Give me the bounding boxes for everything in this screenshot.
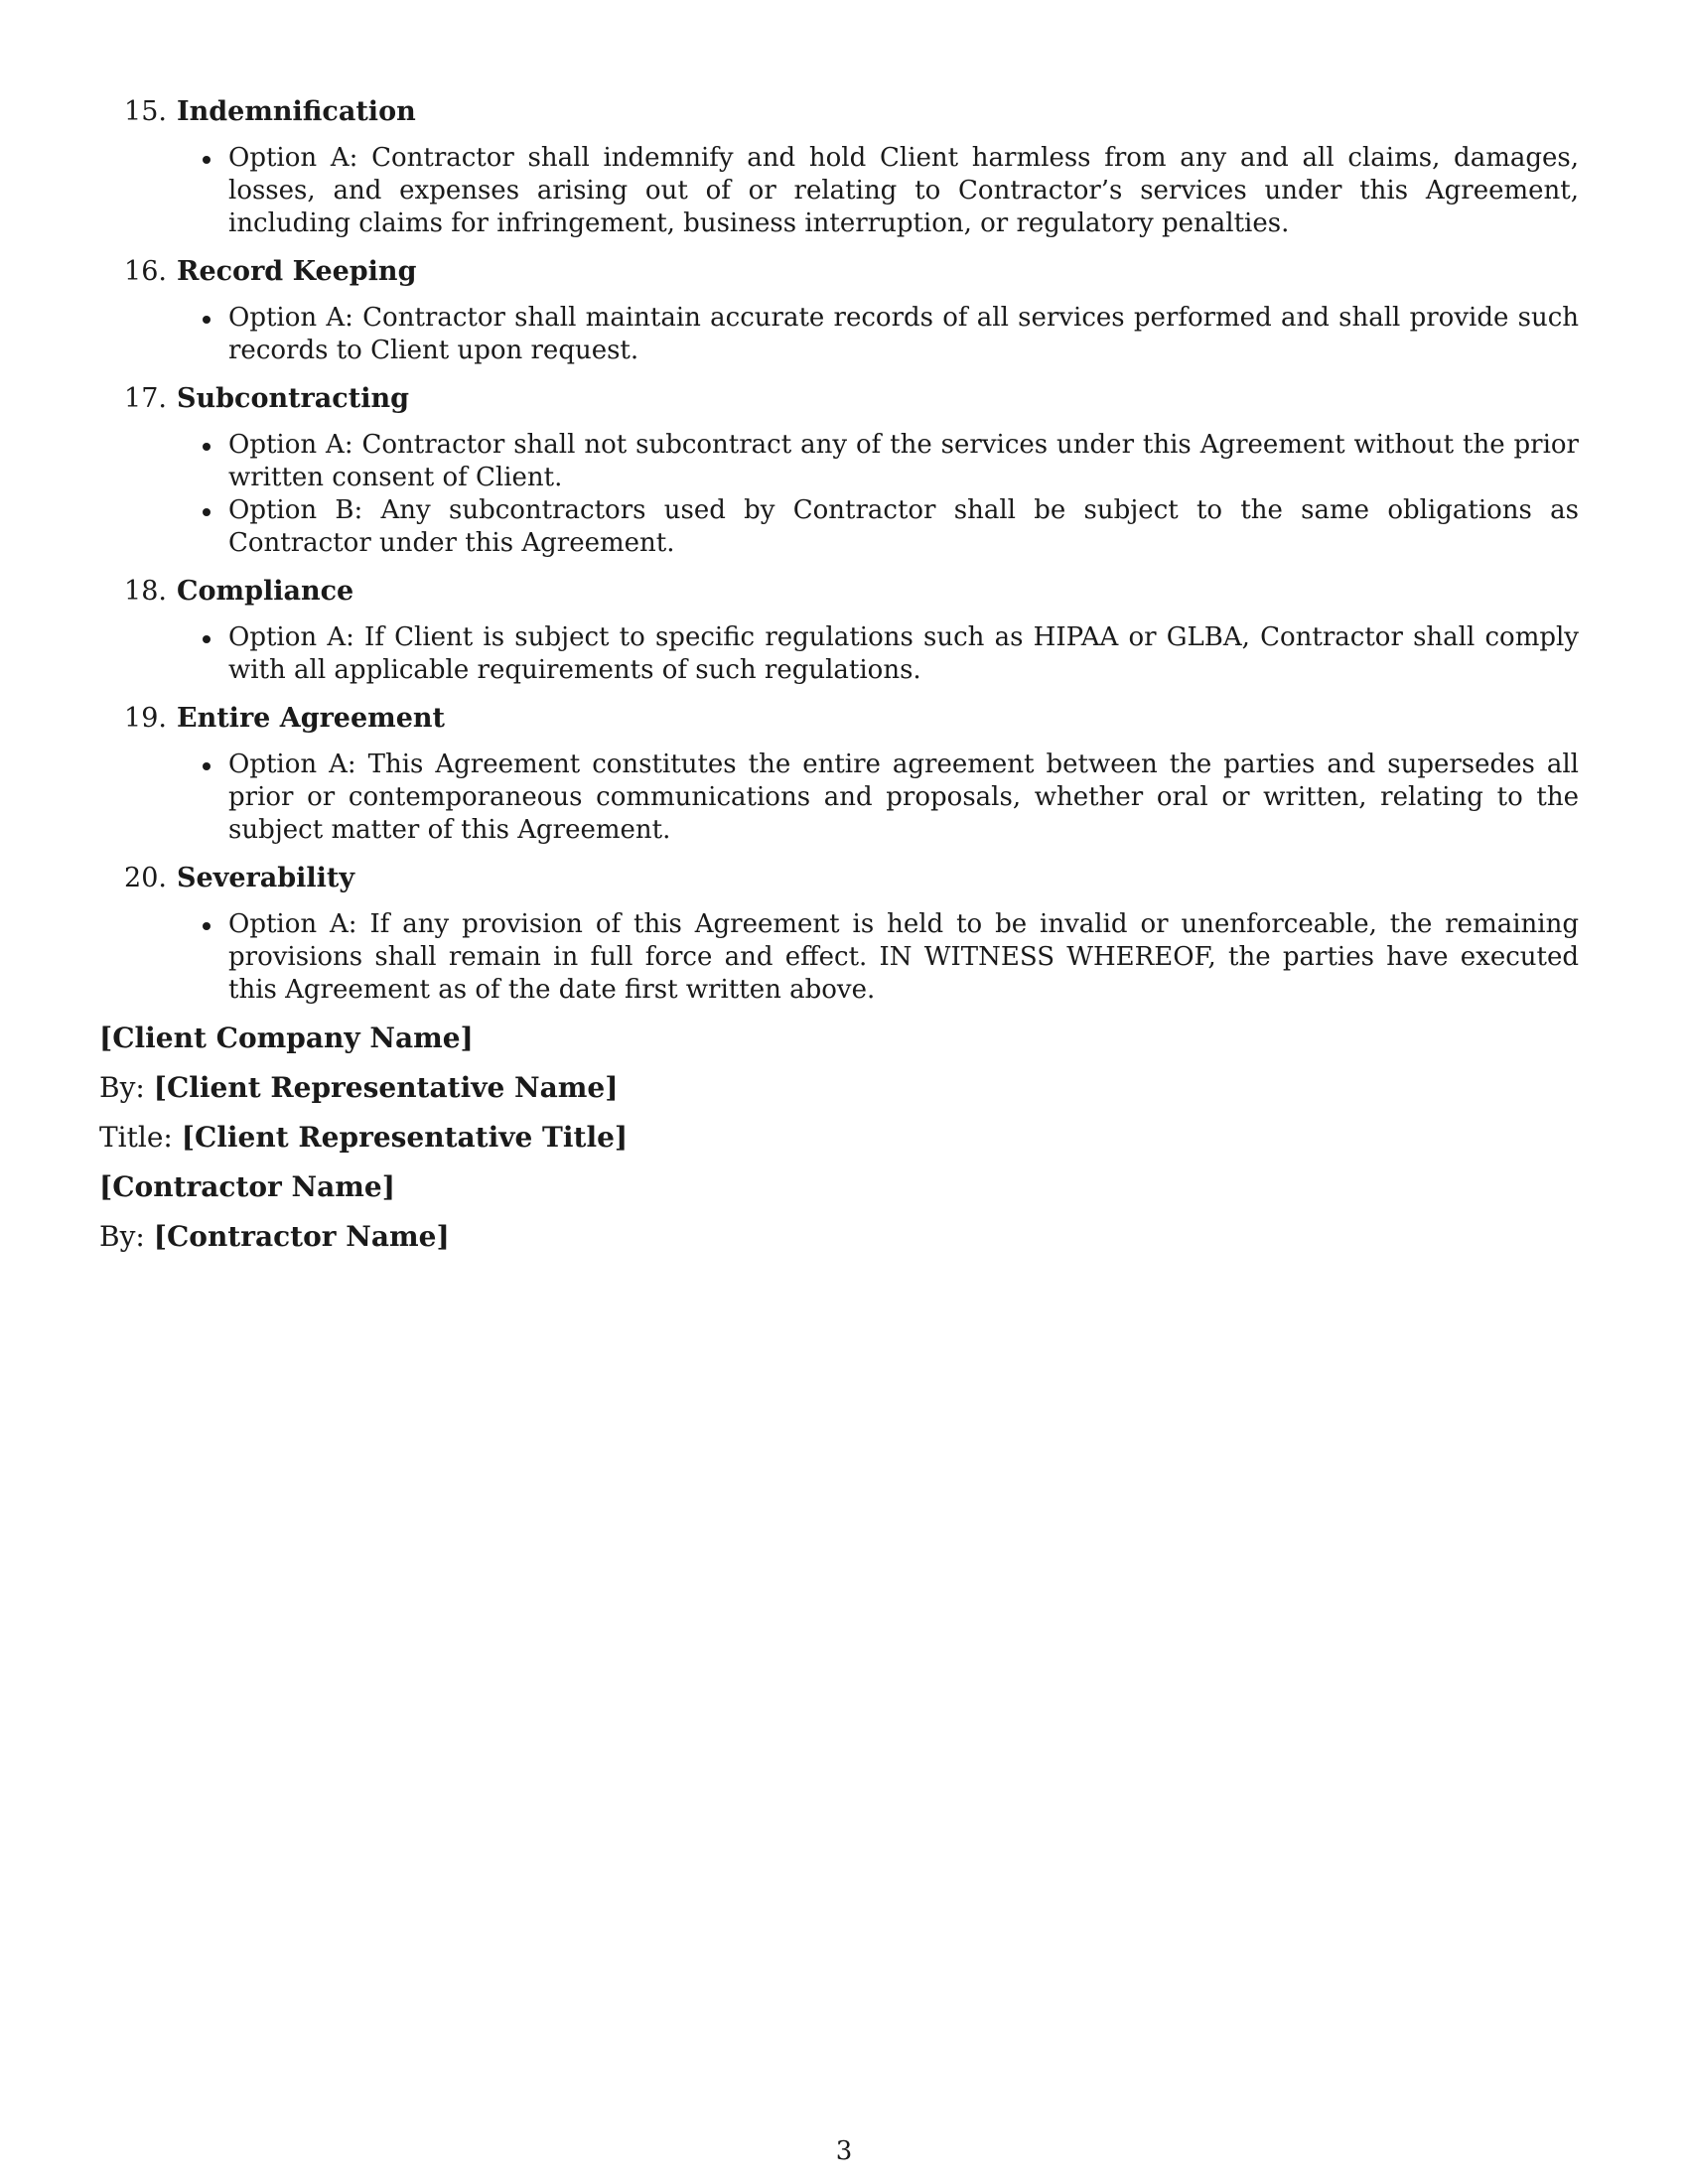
section-20 <box>99 861 1589 1007</box>
section-title: Severability <box>177 863 355 893</box>
signature-label: By: <box>99 1220 154 1253</box>
section-title: Indemnification <box>177 96 416 127</box>
signature-label: Title: <box>99 1121 182 1154</box>
document-page <box>99 94 1589 1269</box>
section-15 <box>99 94 1589 240</box>
section-title: Entire Agreement <box>177 703 445 734</box>
section-heading <box>99 381 1589 417</box>
section-title: Record Keeping <box>177 256 417 287</box>
signature-line <box>99 1219 1589 1255</box>
option-item: Option A: If any provision of this Agreement is held to be invalid or unenforceable, the remaining provisions shall remain in full force and effect. IN WITNESS WHEREOF, the parties have executed this Agreement as of the date first written above. <box>228 908 1589 1007</box>
section-17 <box>99 381 1589 560</box>
signature-value: [Client Representative Title] <box>181 1121 629 1154</box>
option-list <box>99 749 1589 847</box>
section-19 <box>99 701 1589 847</box>
signature-line <box>99 1169 1589 1205</box>
option-item: Option A: Contractor shall indemnify and hold Client harmless from any and all claims, damages, losses, and expenses arising out of or relating to Contractor’s services under this Agreement, including claims for infringement, business interruption, or regulatory penalties. <box>228 142 1589 240</box>
section-16 <box>99 254 1589 367</box>
section-number: 18. <box>124 576 167 607</box>
signature-label: By: <box>99 1071 154 1104</box>
signature-line <box>99 1120 1589 1156</box>
section-heading <box>99 701 1589 737</box>
option-list <box>99 429 1589 560</box>
section-18 <box>99 574 1589 687</box>
section-heading <box>99 94 1589 130</box>
option-item: Option B: Any subcontractors used by Contractor shall be subject to the same obligations as Contractor under this Agreement. <box>228 494 1589 560</box>
section-number: 17. <box>124 383 167 414</box>
option-item: Option A: If Client is subject to specific regulations such as HIPAA or GLBA, Contractor shall comply with all applicable requirements of such regulations. <box>228 621 1589 687</box>
option-list <box>99 621 1589 687</box>
signature-line <box>99 1021 1589 1056</box>
option-item: Option A: This Agreement constitutes the entire agreement between the parties and supersedes all prior or contemporaneous communications and proposals, whether oral or written, relating to the subject matter of this Agreement. <box>228 749 1589 847</box>
section-number: 15. <box>124 96 167 127</box>
section-heading <box>99 861 1589 896</box>
option-item: Option A: Contractor shall maintain accurate records of all services performed and shall provide such records to Client upon request. <box>228 302 1589 367</box>
section-number: 19. <box>124 703 167 734</box>
section-number: 20. <box>124 863 167 893</box>
section-title: Compliance <box>177 576 354 607</box>
section-title: Subcontracting <box>177 383 409 414</box>
signature-value: [Contractor Name] <box>153 1220 450 1253</box>
sections-list <box>99 94 1589 1007</box>
option-list <box>99 908 1589 1007</box>
page-number: 3 <box>835 2136 853 2166</box>
option-list <box>99 142 1589 240</box>
signature-block <box>99 1021 1589 1255</box>
signature-value: [Client Representative Name] <box>153 1071 619 1104</box>
signature-value: [Client Company Name] <box>99 1022 474 1054</box>
signature-value: [Contractor Name] <box>99 1170 395 1203</box>
signature-line <box>99 1070 1589 1106</box>
option-list <box>99 302 1589 367</box>
section-heading <box>99 254 1589 290</box>
option-item: Option A: Contractor shall not subcontract any of the services under this Agreement without the prior written consent of Client. <box>228 429 1589 494</box>
section-number: 16. <box>124 256 167 287</box>
section-heading <box>99 574 1589 610</box>
